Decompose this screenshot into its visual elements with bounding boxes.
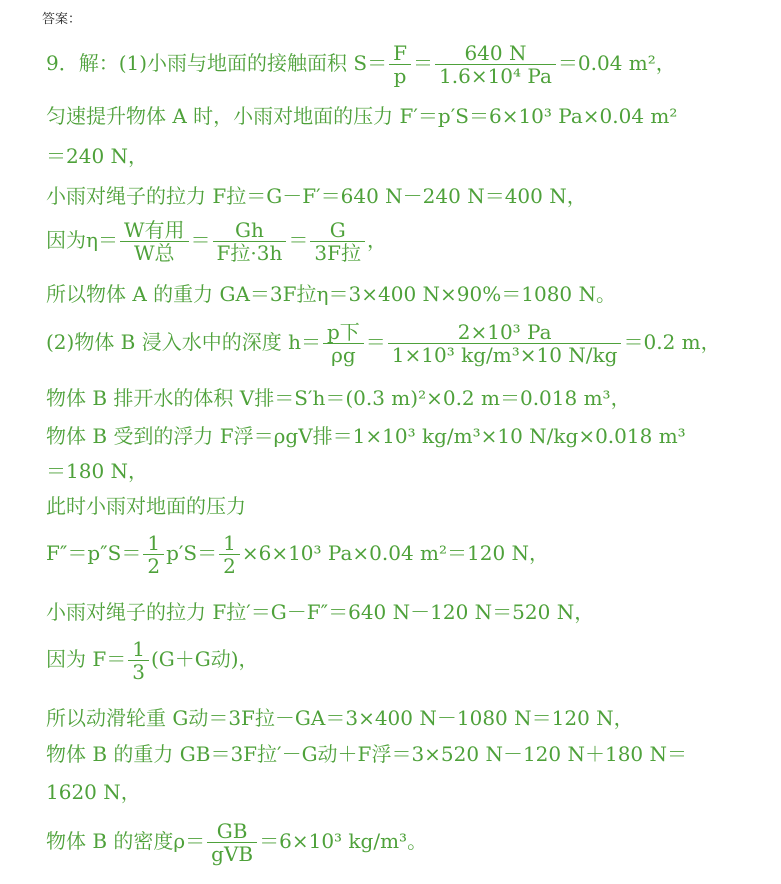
fraction-one-third: $\frac{1}{3}$ <box>128 638 149 683</box>
line-9: 物体 B 受到的浮力 F浮＝ρgV排＝1×10³ kg/m³×10 N/kg×0.018 m³ <box>46 424 686 448</box>
line-10: ＝180 N， <box>46 459 149 483</box>
fraction-gh: $\frac{Gh}{\text{F拉·3h}}$ <box>213 219 287 264</box>
fraction-one-half-b: $\frac{1}{2}$ <box>219 532 240 577</box>
line-15: 所以动滑轮重 G动＝3F拉－GA＝3×400 N－1080 N＝120 N， <box>46 706 634 730</box>
line-2: 匀速提升物体 A 时，小雨对地面的压力 F′＝p′S＝6×10³ Pa×0.04 m² <box>46 104 678 128</box>
line-6: 所以物体 A 的重力 GA＝3F拉η＝3×400 N×90%＝1080 N。 <box>46 282 616 306</box>
line-4: 小雨对绳子的拉力 F拉＝G－F′＝640 N－240 N＝400 N， <box>46 184 587 208</box>
line-3: ＝240 N， <box>46 144 149 168</box>
line-14: 因为 F＝ $\frac{1}{3}$ (G＋G动)， <box>46 637 259 684</box>
line-1-prefix: 9．解：(1)小雨与地面的接触面积 S＝ <box>46 51 388 75</box>
line-18: 物体 B 的密度ρ＝ $\frac{GB}{\text{gVB}}$ ＝6×10³ kg/m³。 <box>46 819 428 866</box>
fraction-depth-values: $\frac{\text{2×10³ Pa}}{\text{1×10³ kg/m³×10 N/kg}}$ <box>388 321 622 366</box>
line-16: 物体 B 的重力 GB＝3F拉′－G动＋F浮＝3×520 N－120 N＋180 N＝ <box>46 742 688 766</box>
fraction-one-half-a: $\frac{1}{2}$ <box>143 532 164 577</box>
line-17: 1620 N， <box>46 780 141 804</box>
fraction-density: $\frac{GB}{\text{gVB}}$ <box>207 820 257 865</box>
answer-header: 答案： <box>42 12 82 27</box>
line-7: (2)物体 B 浸入水中的深度 h＝ $\frac{\text{p下}}{\rho g}$ ＝ $\frac{\text{2×10³ Pa}}{\text{1×10³ kg/m³×10 N/kg}}$ ＝0.2 m， <box>46 320 721 367</box>
fraction-f-over-p: $\frac{F}{p}$ <box>389 42 411 87</box>
line-5: 因为η＝ $\frac{\text{W有用}}{\text{W总}}$ ＝ $\frac{Gh}{\text{F拉·3h}}$ ＝ $\frac{G}{\text{3F拉}}$ ， <box>46 218 387 265</box>
fraction-work-ratio: $\frac{\text{W有用}}{\text{W总}}$ <box>120 219 189 264</box>
line-8: 物体 B 排开水的体积 V排＝S′h＝(0.3 m)²×0.2 m＝0.018 m³， <box>46 386 631 410</box>
line-11: 此时小雨对地面的压力 <box>46 494 246 518</box>
fraction-depth: $\frac{\text{p下}}{\rho g}$ <box>323 321 364 366</box>
line-12: F″＝p″S＝ $\frac{1}{2}$ p′S＝ $\frac{1}{2}$ ×6×10³ Pa×0.04 m²＝120 N， <box>46 531 550 578</box>
fraction-g-over-3f: $\frac{G}{\text{3F拉}}$ <box>310 219 365 264</box>
line-1: 9．解：(1)小雨与地面的接触面积 S＝ $\frac{F}{p}$ ＝ $\frac{640 N}{\text{1.6×10⁴ Pa}}$ ＝0.04 m²， <box>46 41 676 88</box>
fraction-weight-over-pressure: $\frac{640 N}{\text{1.6×10⁴ Pa}}$ <box>435 42 556 87</box>
line-13: 小雨对绳子的拉力 F拉′＝G－F″＝640 N－120 N＝520 N， <box>46 600 595 624</box>
